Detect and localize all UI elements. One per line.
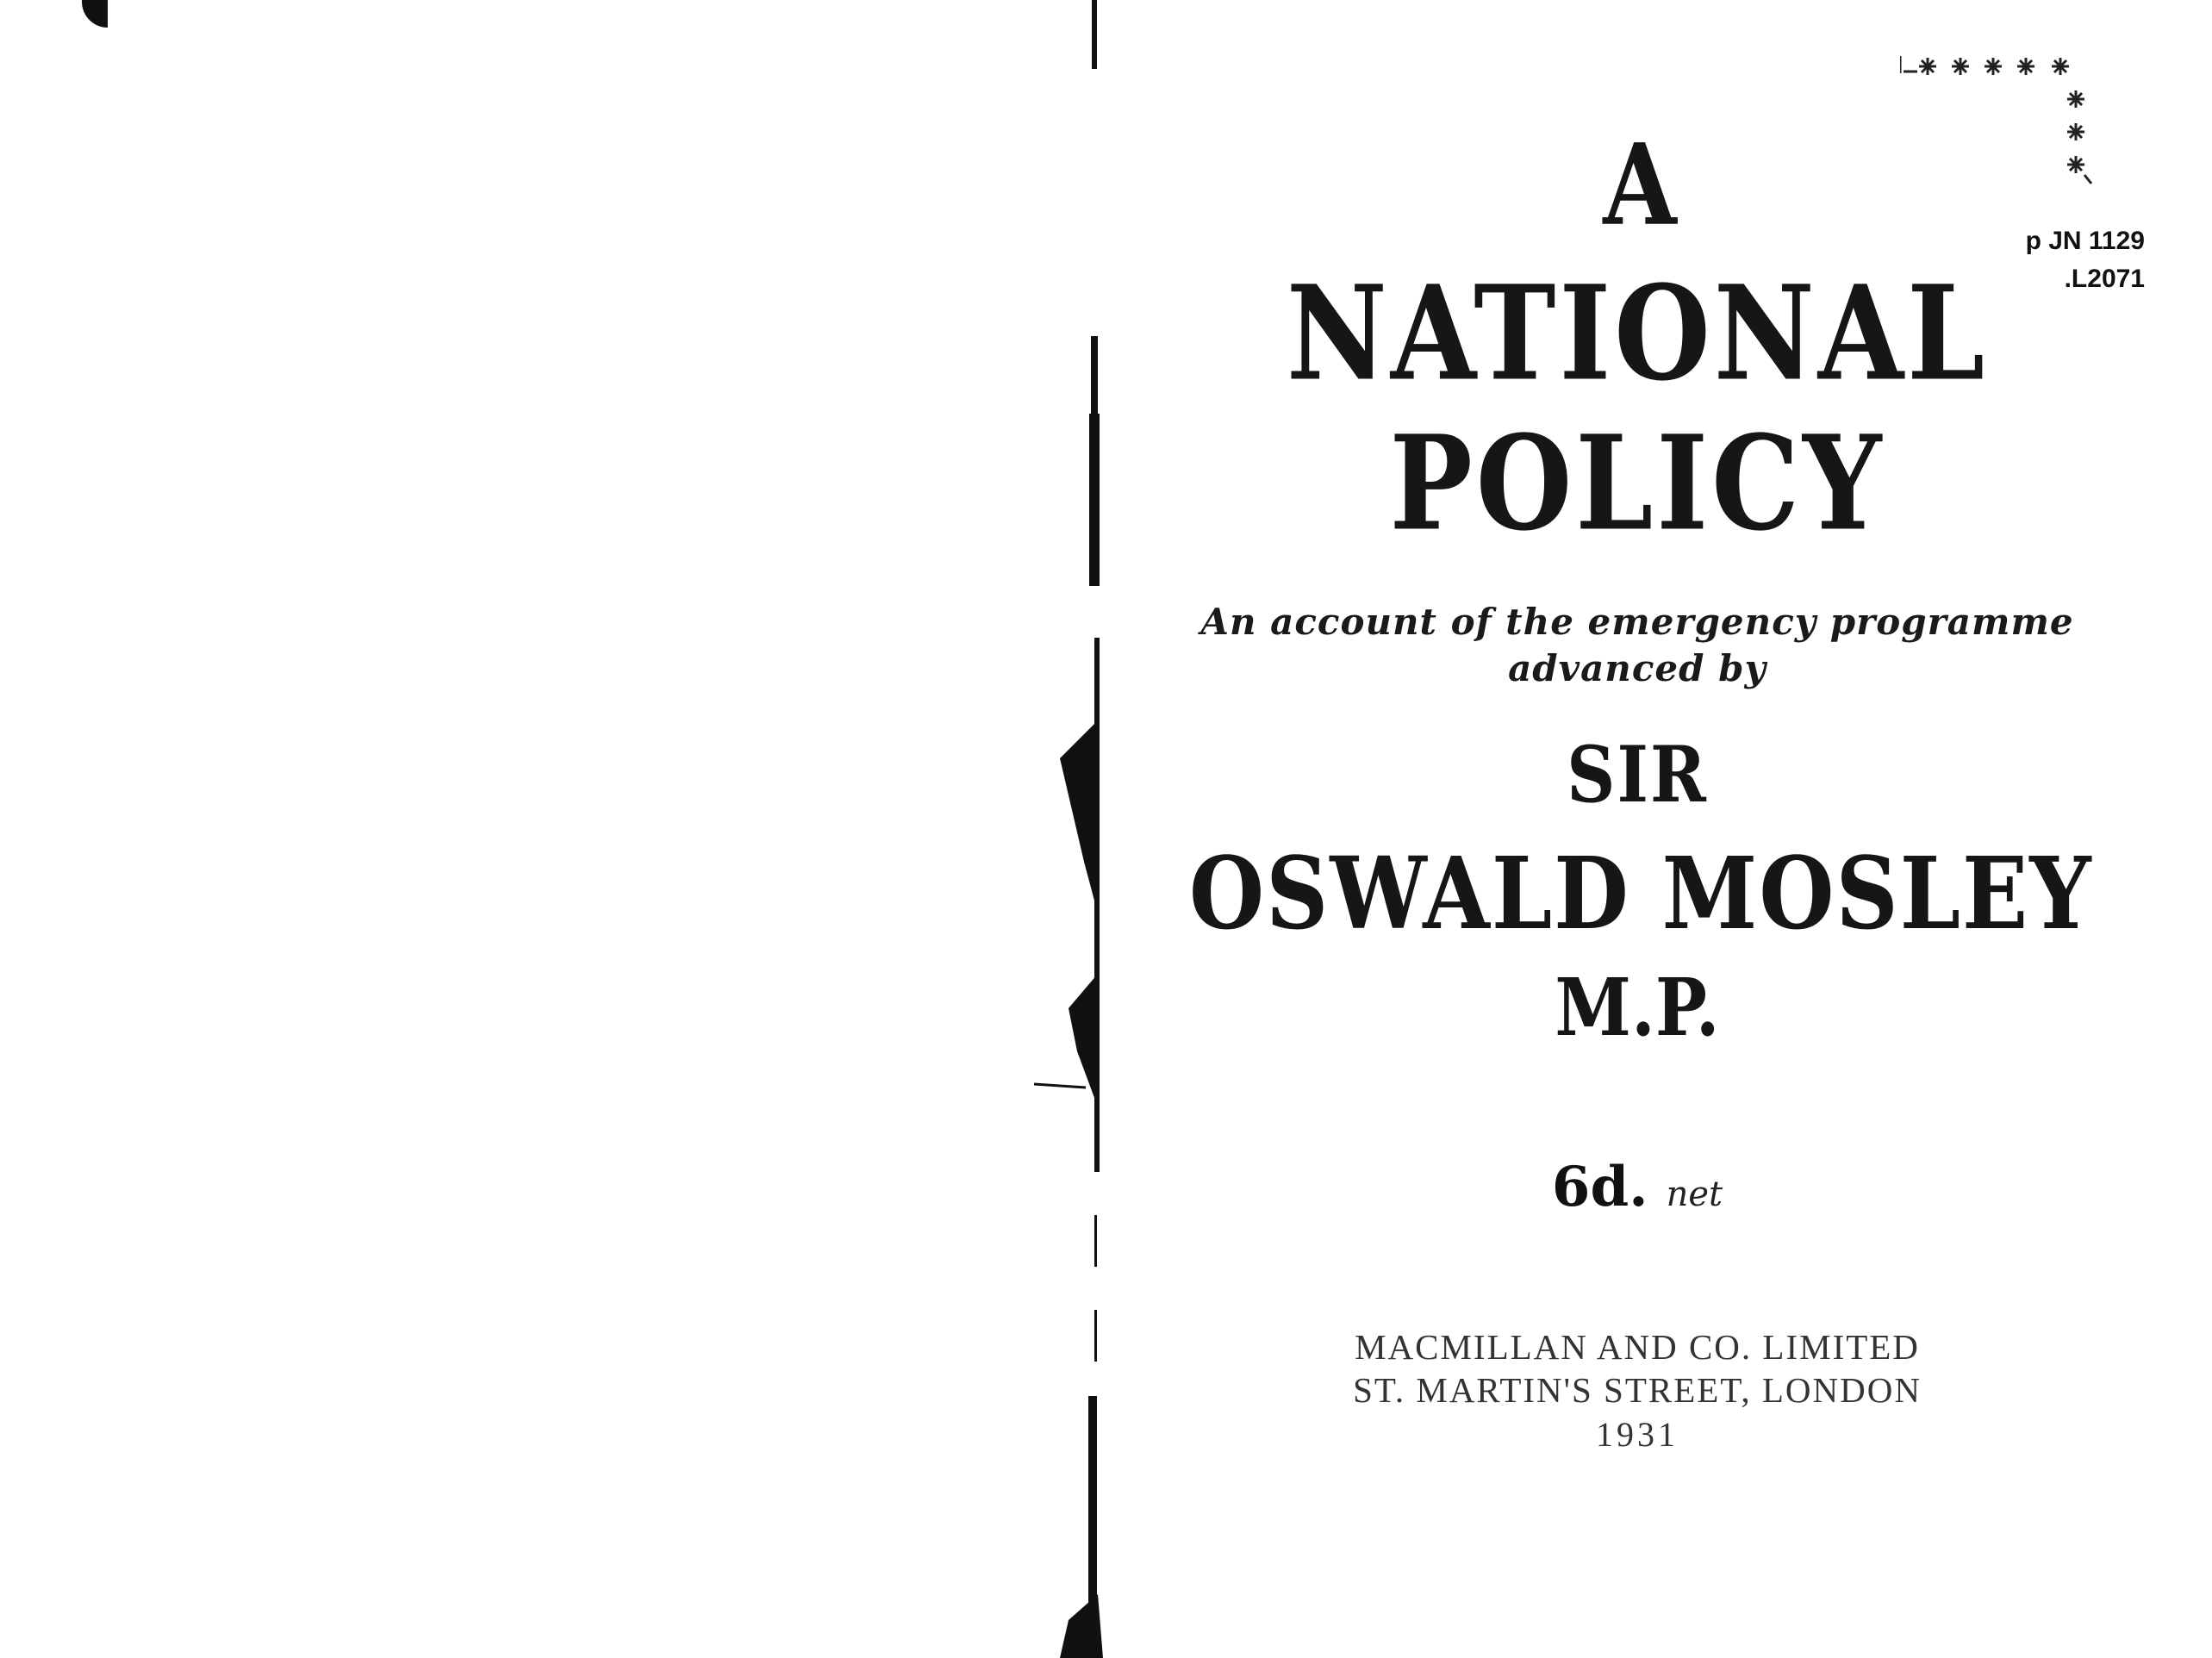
title-line-2: NATIONAL: [1286, 258, 1989, 411]
price-value: 6d.: [1551, 1155, 1648, 1219]
author-title: SIR: [1567, 729, 1708, 820]
subtitle-line-1: An account of the emergency programme: [1200, 601, 2074, 643]
title-line-3: POLICY: [1389, 408, 1885, 561]
title-line-1: A: [1603, 119, 1680, 251]
subtitle-line-2: advanced by: [1508, 647, 1766, 689]
left-page-corner-mark: [82, 0, 108, 28]
spine-gutter: [1034, 0, 1137, 1658]
publisher-address: ST. MARTIN'S STREET, LONDON: [1353, 1370, 1922, 1410]
torn-edge-graphic: [1034, 0, 1137, 1658]
publisher-imprint: [1189, 1325, 2085, 1456]
publication-year: 1931: [1596, 1415, 1679, 1454]
book-title: [1189, 119, 2085, 561]
author-honorific: M.P.: [1555, 960, 1720, 1055]
price: [1189, 1155, 2085, 1219]
shelfmark-line-2: .L2071: [2064, 265, 2145, 293]
shelfmark-line-1: p JN 1129: [2025, 227, 2145, 255]
author-name: OSWALD MOSLEY: [1189, 834, 2093, 952]
book-subtitle: [1198, 599, 2077, 692]
price-unit: net: [1666, 1175, 1723, 1214]
publisher-name: MACMILLAN AND CO. LIMITED: [1355, 1327, 1920, 1367]
author-block: [1189, 729, 2093, 1055]
